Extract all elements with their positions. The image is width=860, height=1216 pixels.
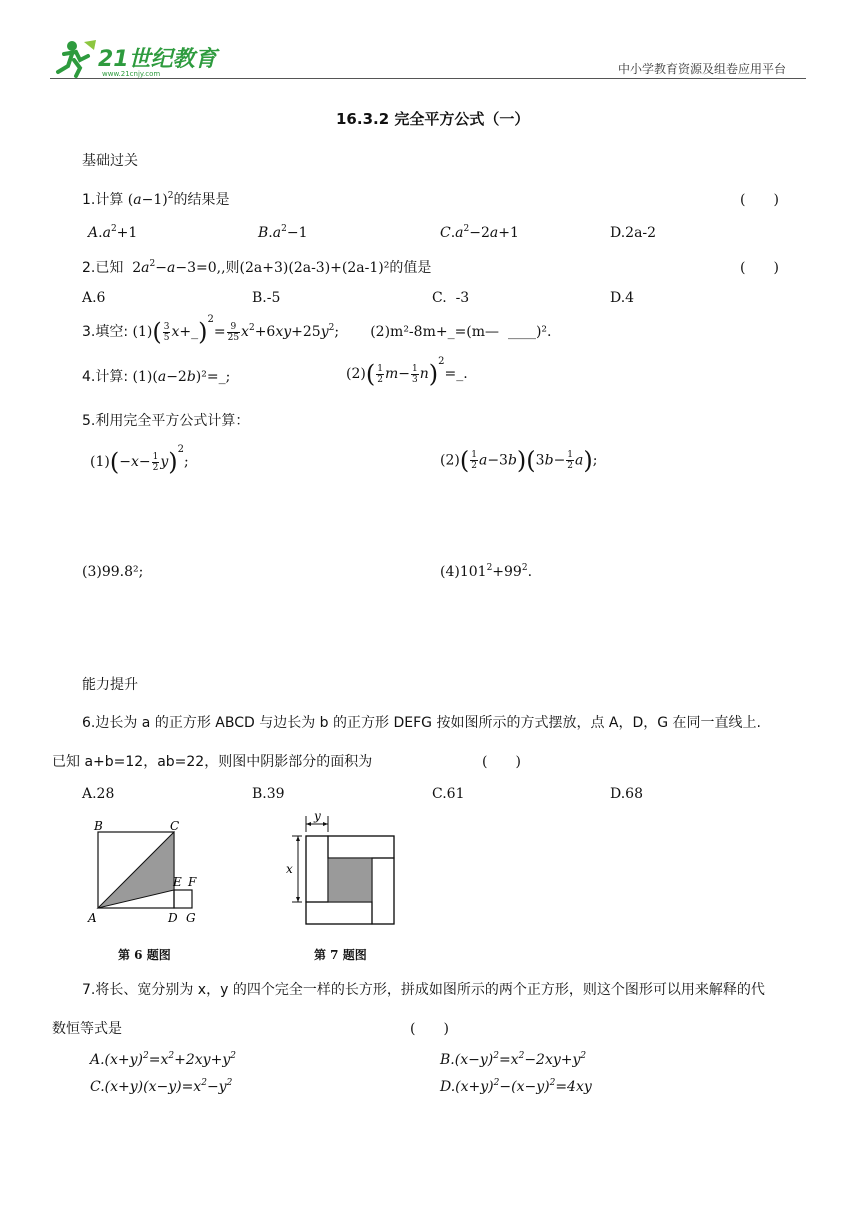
runner-logo-icon xyxy=(50,36,220,78)
q2-answer-bracket: ( ) xyxy=(740,260,779,276)
q2-option-d: D.4 xyxy=(610,290,635,306)
fig6-label-a: A xyxy=(88,911,97,924)
q2-option-b: B.-5 xyxy=(252,290,281,306)
q7-line1: 7.将长、宽分别为 x，y 的四个完全一样的长方形，拼成如图所示的两个正方形，则这个图形可以用来解释的代 xyxy=(82,982,765,998)
q5-part2: (2)( $\frac{1}{2}$ a−3b)(3b− $\frac{1}{2}$ a); xyxy=(440,446,598,475)
q6-option-c: C.61 xyxy=(432,786,465,802)
q1-option-c: $C.a^2-2a+1$ xyxy=(440,224,519,241)
fig6-label-e: E xyxy=(173,875,182,889)
figure-6-caption: 第 6 题图 xyxy=(118,948,171,962)
site-logo xyxy=(50,36,220,82)
fig7-label-y: y xyxy=(314,810,321,823)
q6-option-b: B.39 xyxy=(252,786,285,802)
q1-option-d: D.2a-2 xyxy=(610,225,657,241)
q3-fill-blank: 3.填空: (1)( $\frac{3}{5}$ x+_)$^2$= $\frac{9}{25}$ $x^2+6xy+25y^2$; (2)m²-8m+_=(m— ____)². xyxy=(82,314,552,346)
q5-part1: (1)(−x− $\frac{1}{2}$ y)$^2$; xyxy=(90,444,189,476)
q5-part4: $(4)101^2+99^2$. xyxy=(440,563,533,580)
q2-option-c: C. -3 xyxy=(432,290,470,306)
q1-option-a: $A.a^2+1$ xyxy=(88,224,138,241)
header-divider xyxy=(50,78,806,79)
q2-stem: 2.已知 $2a^2-a-3=0$,,则(2a+3)(2a-3)+(2a-1)²的值是 xyxy=(82,259,432,276)
q6-line1: 6.边长为 a 的正方形 ABCD 与边长为 b 的正方形 DEFG 按如图所示的方式摆放，点 A，D，G 在同一直线上. xyxy=(82,715,761,731)
section-heading-basic: 基础过关 xyxy=(82,153,138,169)
fig6-label-c: C xyxy=(170,819,180,833)
q2-option-a: A.6 xyxy=(82,290,106,306)
figure-7-rectangles-diagram xyxy=(282,810,402,930)
q7-option-c: $C.(x+y)(x-y)=x^2-y^2$ xyxy=(90,1078,233,1095)
fig6-label-f: F xyxy=(188,875,197,889)
q1-answer-bracket: ( ) xyxy=(740,192,779,208)
q7-line2: 数恒等式是 xyxy=(52,1021,122,1037)
q4-calc-part2: (2)( $\frac{1}{2}$ m− $\frac{1}{3}$ n)$^2$=_. xyxy=(346,356,468,388)
svg-text:www.21cnjy.com: www.21cnjy.com xyxy=(102,70,161,78)
section-heading-advanced: 能力提升 xyxy=(82,677,138,693)
header-platform-text: 中小学教育资源及组卷应用平台 xyxy=(618,62,787,76)
q6-option-d: D.68 xyxy=(610,786,643,802)
figure-7-caption: 第 7 题图 xyxy=(314,948,367,962)
fig7-label-x: x xyxy=(286,862,293,876)
q7-option-b: $B.(x-y)^2=x^2-2xy+y^2$ xyxy=(440,1051,587,1068)
q7-option-a: $A.(x+y)^2=x^2+2xy+y^2$ xyxy=(90,1051,236,1068)
page-title: 16.3.2 完全平方公式（一） xyxy=(336,110,530,128)
q7-answer-bracket: ( ) xyxy=(410,1021,449,1037)
figure-6-squares-diagram xyxy=(84,814,214,924)
q6-option-a: A.28 xyxy=(82,786,115,802)
q1-option-b: $B.a^2-1$ xyxy=(258,224,308,241)
fig6-label-b: B xyxy=(94,819,103,833)
fig6-label-d: D xyxy=(168,911,178,924)
q4-calc-part1: 4.计算: (1)(a−2b)²=_; xyxy=(82,369,231,385)
q7-option-d: $D.(x+y)^2-(x-y)^2=4xy$ xyxy=(440,1078,592,1095)
fig6-label-g: G xyxy=(186,911,196,924)
q1-stem: 1.计算 $(a-1)^2$的结果是 xyxy=(82,191,230,208)
q5-stem: 5.利用完全平方公式计算： xyxy=(82,413,250,429)
q6-line2: 已知 a+b=12，ab=22，则图中阴影部分的面积为 xyxy=(52,754,373,770)
q5-part3: (3)99.8²; xyxy=(82,564,144,580)
svg-text:21世纪教育: 21世纪教育 xyxy=(98,47,217,72)
q6-answer-bracket: ( ) xyxy=(482,754,521,770)
